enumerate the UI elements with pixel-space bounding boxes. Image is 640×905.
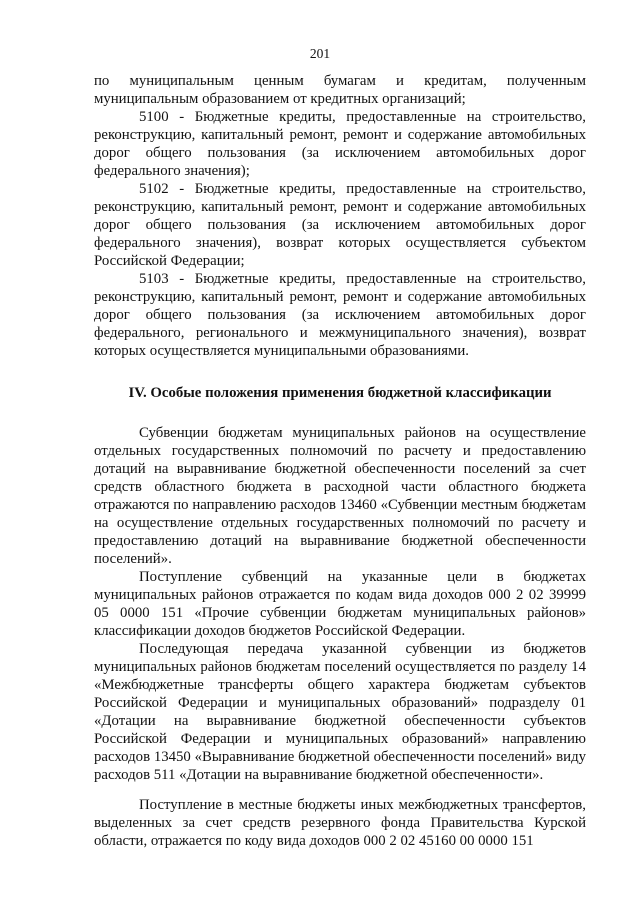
page-number: 201 <box>309 46 331 61</box>
paragraph-reserve-fund: Поступление в местные бюджеты иных межбюджетных трансфертов, выделенных за счет средств резервного фонда Правительства Курской области, отражается по коду вида доходов 000 2 02 45160 00 0000 151 <box>94 797 586 849</box>
section-heading: IV. Особые положения применения бюджетной классификации <box>128 385 552 401</box>
paragraph-subventions: Субвенции бюджетам муниципальных районов на осуществление отдельных государственных полномочий по расчету и предоставлению дотаций на выравнивание бюджетной обеспеченности поселений за счет средств областного бюджета в расходной части областного бюджета отражаются по направлению расходов 13460 «Субвенции местным бюджетам на осуществление отдельных государственных полномочий по расчету и предоставлению дотаций на выравнивание бюджетной обеспеченности поселений». <box>94 425 586 567</box>
paragraph-continuation: по муниципальным ценным бумагам и кредитам, полученным муниципальным образованием от кредитных организаций; <box>94 73 586 107</box>
paragraph-code-5103: 5103 - Бюджетные кредиты, предоставленные на строительство, реконструкцию, капитальный ремонт, ремонт и содержание автомобильных дорог общего пользования (за исключением автомобильных дорог федерального, регионального и межмуниципального значения), возврат которых осуществляется муниципальными образованиями. <box>94 271 586 359</box>
paragraph-code-5100: 5100 - Бюджетные кредиты, предоставленные на строительство, реконструкцию, капитальный ремонт, ремонт и содержание автомобильных дорог общего пользования (за исключением автомобильных дорог федерального значения); <box>94 109 586 179</box>
paragraph-transfer: Последующая передача указанной субвенции из бюджетов муниципальных районов бюджетам поселений осуществляется по разделу 14 «Межбюджетные трансферты общего характера бюджетам субъектов Российской Федерации и муниципальных образований» подразделу 01 «Дотации на выравнивание бюджетной обеспеченности субъектов Российской Федерации и муниципальных образований» направлению расходов 13450 «Выравнивание бюджетной обеспеченности поселений» виду расходов 511 «Дотации на выравнивание бюджетной обеспеченности». <box>94 641 586 783</box>
document-body <box>94 72 586 850</box>
paragraph-receipt-subventions: Поступление субвенций на указанные цели в бюджетах муниципальных районов отражается по кодам вида доходов 000 2 02 39999 05 0000 151 «Прочие субвенции бюджетам муниципальных районов» классификации доходов бюджетов Российской Федерации. <box>94 569 586 639</box>
paragraph-code-5102: 5102 - Бюджетные кредиты, предоставленные на строительство, реконструкцию, капитальный ремонт, ремонт и содержание автомобильных дорог общего пользования (за исключением автомобильных дорог федерального значения), возврат которых осуществляется субъектом Российской Федерации; <box>94 181 586 269</box>
